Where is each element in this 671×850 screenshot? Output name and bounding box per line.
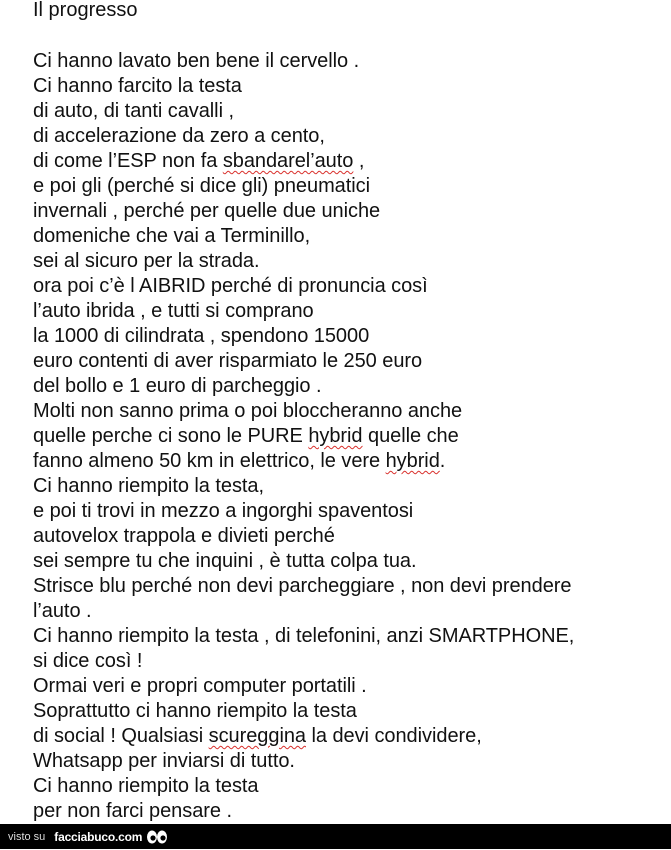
line-text: euro contenti di aver risparmiato le 250 euro — [33, 350, 423, 372]
body-line — [33, 749, 671, 774]
body-line — [33, 699, 671, 724]
line-text: Strisce blu perché non devi parcheggiare , non devi prendere — [33, 575, 572, 597]
body-line — [33, 449, 671, 474]
line-text: Ormai veri e propri computer portatili . — [33, 675, 367, 697]
misspelled-word: sbandarel’auto — [222, 150, 354, 172]
line-text: per non farci pensare . — [33, 800, 232, 822]
body-line — [33, 49, 671, 74]
body-line — [33, 124, 671, 149]
line-text: domeniche che vai a Terminillo, — [33, 225, 311, 247]
line-text: Ci hanno riempito la testa , di telefonini, anzi SMARTPHONE, — [33, 625, 575, 647]
line-text: Ci hanno farcito la testa — [33, 75, 242, 97]
line-text: del bollo e 1 euro di parcheggio . — [33, 375, 322, 397]
line-text: . — [439, 450, 446, 472]
line-text: quelle perche ci sono le PURE — [33, 425, 309, 447]
body-line — [33, 274, 671, 299]
line-text: autovelox trappola e divieti perché — [33, 525, 335, 547]
misspelled-word: hybrid — [385, 450, 440, 472]
misspelled-word: hybrid — [308, 425, 363, 447]
line-text: di accelerazione da zero a cento, — [33, 125, 325, 147]
line-text: quelle che — [362, 425, 459, 447]
line-text: Molti non sanno prima o poi bloccheranno anche — [33, 400, 463, 422]
body-line — [33, 174, 671, 199]
line-text: di auto, di tanti cavalli , — [33, 100, 234, 122]
line-text: sei al sicuro per la strada. — [33, 250, 260, 272]
body-line — [33, 99, 671, 124]
body-line — [33, 524, 671, 549]
body-line — [33, 224, 671, 249]
line-text: Ci hanno riempito la testa, — [33, 475, 264, 497]
line-text: invernali , perché per quelle due uniche — [33, 200, 381, 222]
watermark-bar — [0, 824, 671, 849]
line-text: la 1000 di cilindrata , spendono 15000 — [33, 325, 370, 347]
site-brand-link[interactable]: facciabuco.com — [54, 829, 143, 844]
line-text: Ci hanno lavato ben bene il cervello . — [33, 50, 360, 72]
line-text: e poi gli (perché si dice gli) pneumatici — [33, 175, 371, 197]
body-line — [33, 674, 671, 699]
body-line — [33, 724, 671, 749]
body-line — [33, 199, 671, 224]
body-line — [33, 349, 671, 374]
body-line — [33, 774, 671, 799]
document-body — [33, 49, 671, 824]
body-line — [33, 399, 671, 424]
body-line — [33, 574, 671, 599]
body-line — [33, 424, 671, 449]
body-line — [33, 649, 671, 674]
line-text: di social ! Qualsiasi — [33, 725, 209, 747]
visto-su-label: visto su — [8, 830, 46, 843]
line-text: Whatsapp per inviarsi di tutto. — [33, 750, 295, 772]
body-line — [33, 549, 671, 574]
body-line — [33, 599, 671, 624]
body-line — [33, 499, 671, 524]
body-line — [33, 299, 671, 324]
document-title: Il progresso — [33, 0, 138, 21]
line-text: fanno almeno 50 km in elettrico, le vere — [33, 450, 386, 472]
body-line — [33, 799, 671, 824]
line-text: e poi ti trovi in mezzo a ingorghi spaventosi — [33, 500, 414, 522]
line-text: , — [353, 150, 365, 172]
body-line — [33, 374, 671, 399]
body-line — [33, 149, 671, 174]
line-text: Ci hanno riempito la testa — [33, 775, 259, 797]
line-text: di come l’ESP non fa — [33, 150, 223, 172]
line-text: l’auto ibrida , e tutti si comprano — [33, 300, 314, 322]
line-text: si dice così ! — [33, 650, 143, 672]
body-line — [33, 74, 671, 99]
line-text: l’auto . — [33, 600, 92, 622]
misspelled-word: scureggina — [208, 725, 306, 747]
eyes-icon — [146, 829, 168, 845]
line-text: Soprattutto ci hanno riempito la testa — [33, 700, 357, 722]
line-text: ora poi c’è l AIBRID perché di pronuncia così — [33, 275, 428, 297]
body-line — [33, 324, 671, 349]
body-line — [33, 624, 671, 649]
body-line — [33, 249, 671, 274]
line-text: sei sempre tu che inquini , è tutta colpa tua. — [33, 550, 417, 572]
body-line — [33, 474, 671, 499]
line-text: la devi condividere, — [305, 725, 482, 747]
